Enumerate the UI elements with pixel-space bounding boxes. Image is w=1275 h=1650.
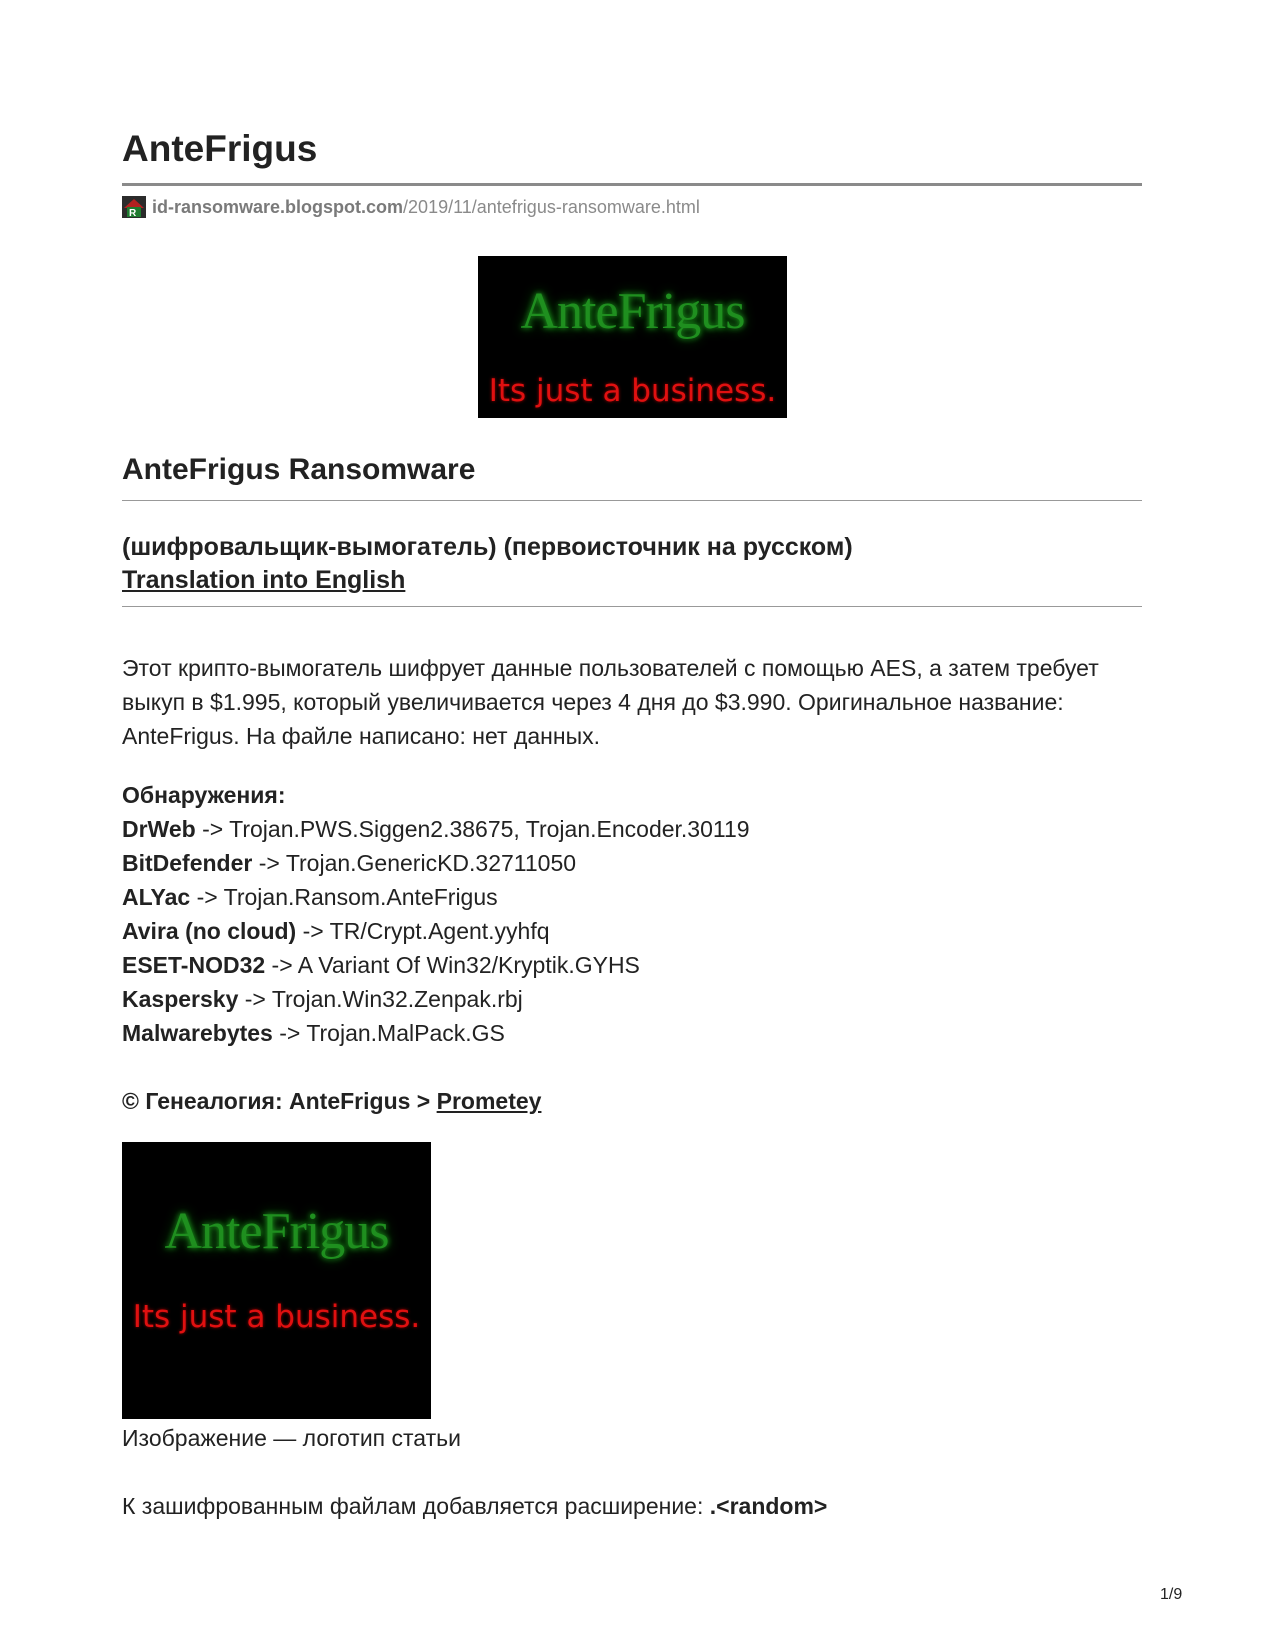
extension-line — [122, 1489, 827, 1523]
svg-text:R: R — [129, 208, 137, 218]
genealogy-prefix: © Генеалогия: AnteFrigus > — [122, 1088, 437, 1114]
detections-list — [122, 778, 750, 1050]
blog-favicon-icon — [122, 196, 146, 218]
translation-link[interactable]: Translation into English — [122, 566, 406, 594]
detection-row: Malwarebytes -> Trojan.MalPack.GS — [122, 1020, 505, 1046]
genealogy-line — [122, 1084, 541, 1118]
detection-row: Kaspersky -> Trojan.Win32.Zenpak.rbj — [122, 986, 523, 1012]
page-title: AnteFrigus — [122, 128, 318, 169]
subtitle-divider — [122, 606, 1142, 607]
page-number: 1/9 — [1160, 1586, 1183, 1603]
article-logo-image — [478, 256, 787, 418]
extension-text: К зашифрованным файлам добавляется расширение: — [122, 1493, 710, 1519]
article-subtitle: (шифровальщик-вымогатель) (первоисточник на русском) — [122, 533, 853, 561]
logo-title: AnteFrigus — [164, 1203, 389, 1260]
title-divider — [122, 183, 1142, 186]
article-subtitle-block — [122, 531, 853, 597]
detection-row: ALYac -> Trojan.Ransom.AnteFrigus — [122, 884, 498, 910]
article-heading: AnteFrigus Ransomware — [122, 453, 476, 486]
source-path: /2019/11/antefrigus-ransomware.html — [403, 196, 700, 217]
logo-tagline: Its just a business. — [132, 1299, 421, 1335]
description-paragraph: Этот крипто-вымогатель шифрует данные пользователей с помощью AES, а затем требует выкуп в $1.995, который увеличивается через 4 дня до $3.990. Оригинальное название: AnteFrigus. На файле написано: нет данных. — [122, 655, 1099, 749]
image-caption: Изображение — логотип статьи — [122, 1425, 461, 1451]
logo-title: AnteFrigus — [520, 283, 745, 340]
prometey-link[interactable]: Prometey — [436, 1088, 542, 1114]
source-domain: id-ransomware.blogspot.com — [152, 196, 404, 217]
detections-heading: Обнаружения: — [122, 782, 286, 808]
extension-value: .<random> — [709, 1493, 828, 1519]
detection-row: DrWeb -> Trojan.PWS.Siggen2.38675, Trojan.Encoder.30119 — [122, 816, 750, 842]
heading-divider — [122, 500, 1142, 501]
detection-row: Avira (no cloud) -> TR/Crypt.Agent.yyhfq — [122, 918, 550, 944]
logo-tagline: Its just a business. — [488, 373, 777, 409]
detection-row: ESET-NOD32 -> A Variant Of Win32/Kryptik.GYHS — [122, 952, 640, 978]
detection-row: BitDefender -> Trojan.GenericKD.32711050 — [122, 850, 577, 876]
article-logo-image-large — [122, 1142, 431, 1419]
source-url[interactable] — [122, 195, 700, 219]
